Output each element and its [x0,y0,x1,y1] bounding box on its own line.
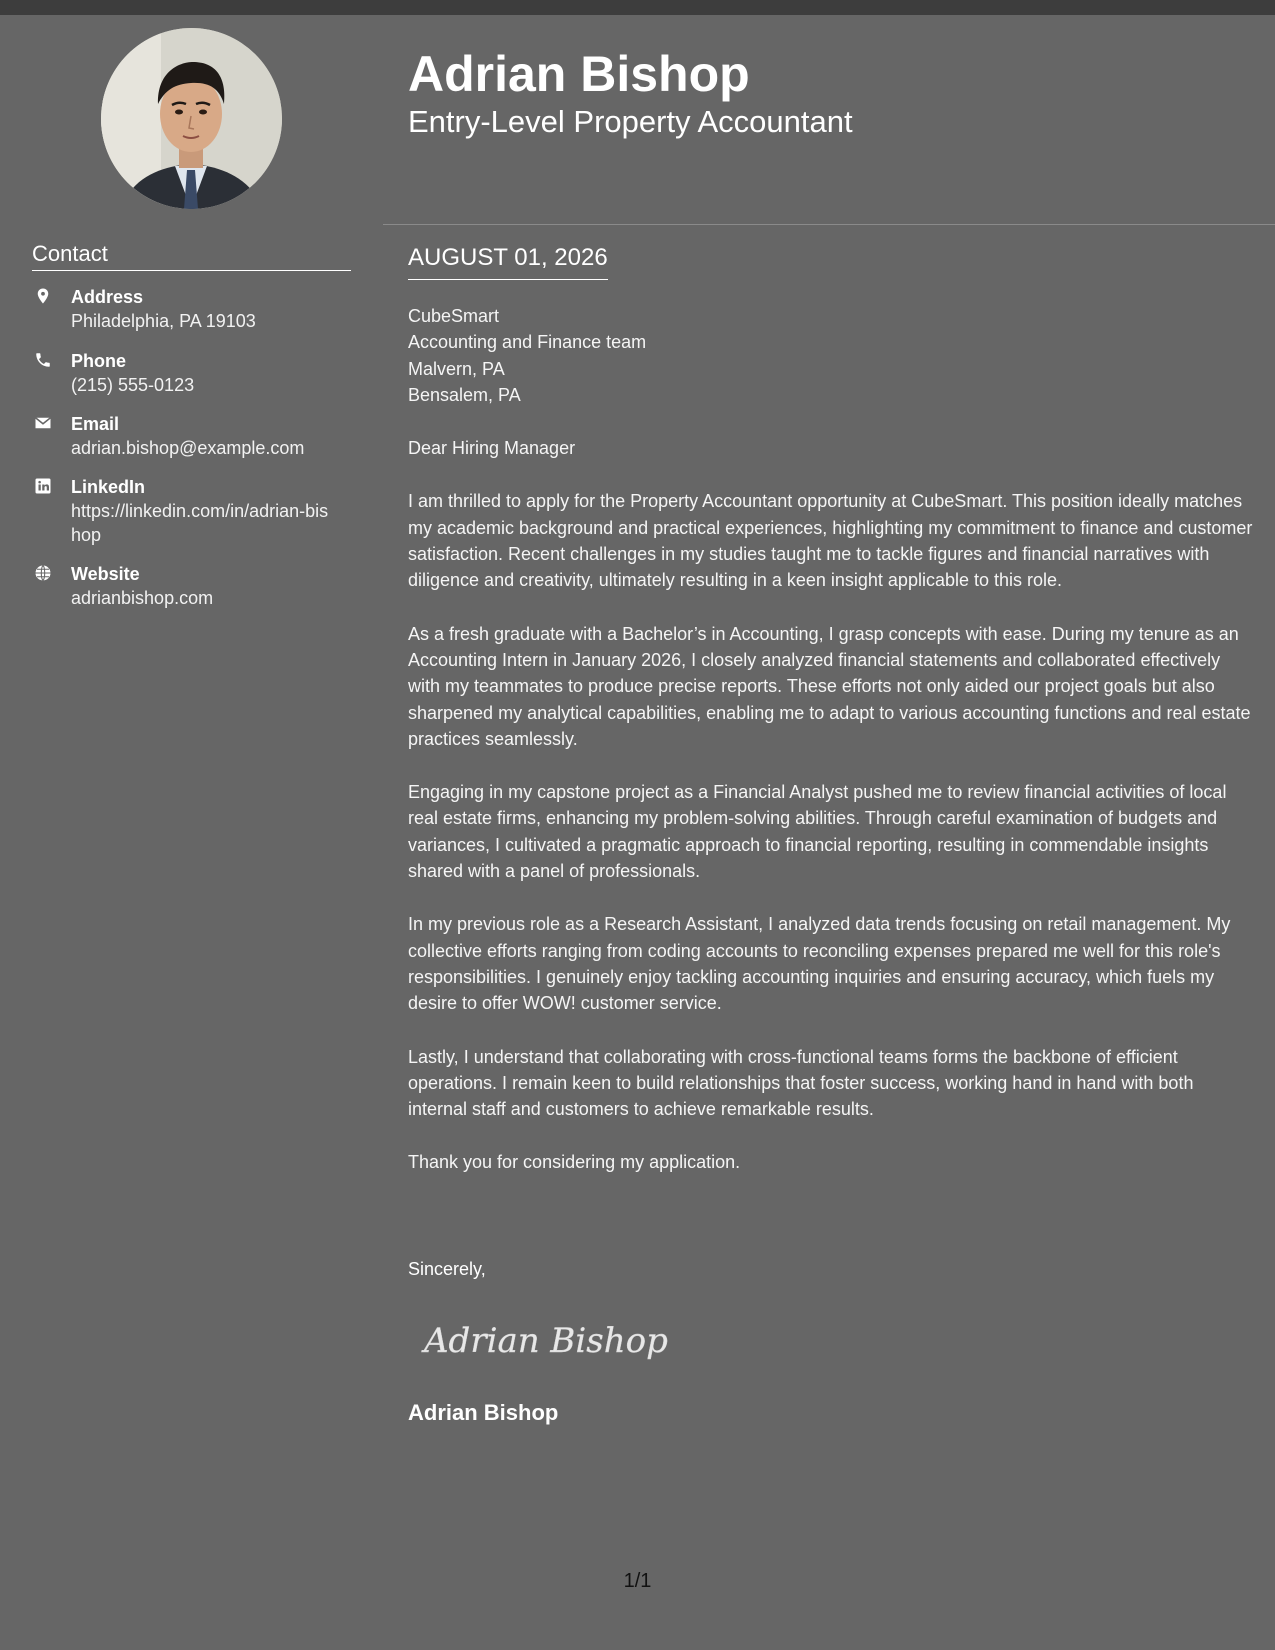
body-paragraph: I am thrilled to apply for the Property Accountant opportunity at CubeSmart. This position ideally matches my academic background and practical experiences, highlighting my commitment to finance and customer satisfaction. Recent challenges in my studies taught me to tackle figures and financial narratives with diligence and creativity, ultimately resulting in a keen insight applicable to this role. [408,491,1253,591]
closing: Sincerely, [408,1259,486,1279]
envelope-icon [34,414,52,432]
linkedin-icon [34,477,52,495]
phone-label: Phone [71,351,127,371]
map-pin-icon [34,287,52,305]
address-label: Address [71,287,144,307]
linkedin-link[interactable]: https://linkedin.com/in/adrian-bishop [71,501,329,545]
letter-body [408,303,1253,1176]
thanks-line: Thank you for considering my application. [408,1152,741,1173]
recipient-company: CubeSmart [408,306,500,326]
top-bar [0,0,1275,15]
page-number: 1/1 [623,1570,652,1592]
avatar [101,28,282,209]
body-paragraph: In my previous role as a Research Assistant, I analyzed data trends focusing on retail management. My collective efforts ranging from coding accounts to reconciling expenses prepared me well for this role's responsibilities. I genuinely enjoy tackling accounting inquiries and ensuring accuracy, which fuels my desire to offer WOW! customer service. [408,914,1231,1014]
address-value: Philadelphia, PA 19103 [71,311,256,331]
signer-name: Adrian Bishop [408,1400,559,1425]
recipient-team: Accounting and Finance team [408,332,647,353]
header-divider [383,224,1275,225]
contact-item-address [32,285,256,333]
globe-icon [34,564,52,582]
contact-item-email [32,412,304,460]
contact-item-linkedin [32,475,332,547]
recipient-location: Bensalem, PA [408,384,521,405]
recipient-location: Malvern, PA [408,358,505,379]
salutation: Dear Hiring Manager [408,438,576,459]
website-label: Website [71,564,140,584]
signature-text: Adrian Bishop [424,1321,668,1361]
contact-item-website [32,562,213,610]
website-link[interactable]: adrianbishop.com [71,588,214,608]
applicant-name: Adrian Bishop [408,46,750,102]
contact-section-title: Contact [32,241,351,271]
profile-photo [101,28,282,209]
applicant-role: Entry-Level Property Accountant [408,104,853,139]
body-paragraph: Lastly, I understand that collaborating with cross-functional teams forms the backbone of efficient operations. I remain keen to build relationships that foster success, working hand in hand with both internal staff and customers to achieve remarkable results. [408,1046,1194,1120]
email-value: adrian.bishop@example.com [71,438,305,458]
phone-value: (215) 555-0123 [71,375,195,395]
signature [420,1310,680,1370]
email-label: Email [71,414,120,434]
recipient-block [408,303,1253,408]
contact-item-phone [32,349,194,397]
linkedin-label: LinkedIn [71,477,146,497]
body-paragraph: Engaging in my capstone project as a Financial Analyst pushed me to review financial activities of local real estate firms, enhancing my problem-solving abilities. Through careful examination of budgets and variances, I cultivated a pragmatic approach to financial reporting, resulting in commendable insights shared with a panel of professionals. [408,782,1227,882]
body-paragraph: As a fresh graduate with a Bachelor’s in Accounting, I grasp concepts with ease. During my tenure as an Accounting Intern in January 2026, I closely analyzed financial statements and collaborated effectively with my teammates to produce precise reports. These efforts not only aided our project goals but also sharpened my analytical capabilities, enabling me to adapt to various accounting functions and real estate practices seamlessly. [408,623,1251,749]
letter-date: AUGUST 01, 2026 [408,243,608,280]
phone-icon [34,351,52,369]
